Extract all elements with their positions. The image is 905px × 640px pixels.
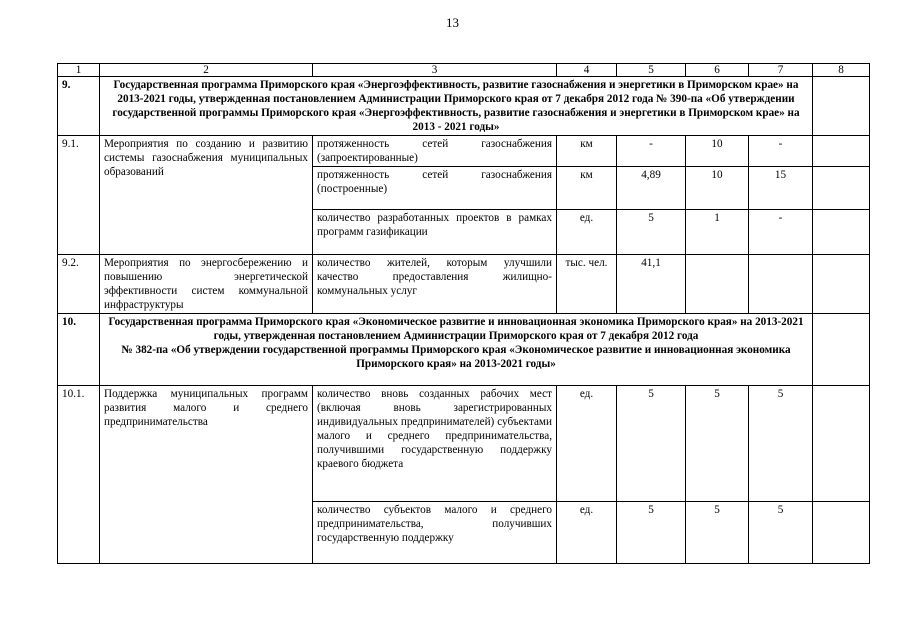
table-row <box>58 255 870 314</box>
value-cell: 5 <box>617 210 686 255</box>
value-cell: 5 <box>686 502 749 564</box>
value-cell <box>749 255 813 314</box>
column-number: 8 <box>813 64 870 77</box>
indicator-name: количество жителей, которым улучшили качество предоставления жилищно-коммунальных услуг <box>313 255 557 314</box>
unit-cell: км <box>557 136 617 167</box>
section-title-part: Государственная программа Приморского края «Экономическое развитие и инновационная экономика Приморского края» на 2013-2021 годы, утвержденная постановлением Администрации Приморского края от 7 декабря 2012 года <box>108 316 804 342</box>
value-cell <box>686 255 749 314</box>
value-cell: 41,1 <box>617 255 686 314</box>
value-cell <box>813 136 870 167</box>
section-title-part: № 382-па «Об утверждении государственной программы Приморского края «Экономическое развитие и инновационная экономика Приморского края» на 2013-2021 годы» <box>121 344 791 370</box>
row-number: 10.1. <box>58 386 100 564</box>
value-cell: 5 <box>617 502 686 564</box>
column-number: 6 <box>686 64 749 77</box>
value-cell: 10 <box>686 167 749 210</box>
activity-name: Мероприятия по энергосбережению и повышению энергетической эффективности систем коммунальной инфраструктуры <box>100 255 313 314</box>
unit-cell: км <box>557 167 617 210</box>
section-row-9 <box>58 77 870 136</box>
indicator-name: количество субъектов малого и среднего предпринимательства, получивших государственную поддержку <box>313 502 557 564</box>
value-cell: 5 <box>749 502 813 564</box>
column-number: 2 <box>100 64 313 77</box>
value-cell <box>813 210 870 255</box>
value-cell: 5 <box>617 386 686 502</box>
column-number: 7 <box>749 64 813 77</box>
activity-name: Поддержка муниципальных программ развития малого и среднего предпринимательства <box>100 386 313 564</box>
row-number: 9.1. <box>58 136 100 255</box>
indicators-table <box>57 63 870 564</box>
indicator-name: протяженность сетей газоснабжения (запроектированные) <box>313 136 557 167</box>
column-number: 3 <box>313 64 557 77</box>
section-title: Государственная программа Приморского края «Энергоэффективность, развитие газоснабжения и энергетики в Приморском крае» на 2013-2021 годы, утвержденная постановлением Администрации Приморского края от 7 декабря 2012 года № 390-па «Об утверждении государственной программы Приморского края «Энергоэффективность, развитие газоснабжения и энергетики в Приморском крае» на 2013 - 2021 годы» <box>100 77 813 136</box>
value-cell <box>813 502 870 564</box>
activity-name: Мероприятия по созданию и развитию системы газоснабжения муниципальных образований <box>100 136 313 255</box>
column-number: 4 <box>557 64 617 77</box>
value-cell <box>813 255 870 314</box>
section-row-10 <box>58 314 870 386</box>
table-row <box>58 136 870 167</box>
unit-cell: ед. <box>557 210 617 255</box>
empty-cell <box>813 314 870 386</box>
value-cell <box>813 386 870 502</box>
unit-cell: тыс. чел. <box>557 255 617 314</box>
value-cell: 4,89 <box>617 167 686 210</box>
page-number: 13 <box>446 15 459 30</box>
column-number: 1 <box>58 64 100 77</box>
indicator-name: количество вновь созданных рабочих мест (включая вновь зарегистрированных индивидуальных предпринимателей) субъектами малого и среднего предпринимательства, получившими государственную поддержку краевого бюджета <box>313 386 557 502</box>
indicator-name: количество разработанных проектов в рамках программ газификации <box>313 210 557 255</box>
section-number: 10. <box>58 314 100 386</box>
unit-cell: ед. <box>557 386 617 502</box>
value-cell <box>813 167 870 210</box>
empty-cell <box>813 77 870 136</box>
table-row <box>58 386 870 502</box>
value-cell: 10 <box>686 136 749 167</box>
column-number-row <box>58 64 870 77</box>
section-number: 9. <box>58 77 100 136</box>
value-cell: 1 <box>686 210 749 255</box>
value-cell: 5 <box>749 386 813 502</box>
row-number: 9.2. <box>58 255 100 314</box>
column-number: 5 <box>617 64 686 77</box>
unit-cell: ед. <box>557 502 617 564</box>
value-cell: - <box>749 136 813 167</box>
section-title <box>100 314 813 386</box>
value-cell: 5 <box>686 386 749 502</box>
value-cell: - <box>617 136 686 167</box>
value-cell: 15 <box>749 167 813 210</box>
indicator-name: протяженность сетей газоснабжения (построенные) <box>313 167 557 210</box>
value-cell: - <box>749 210 813 255</box>
